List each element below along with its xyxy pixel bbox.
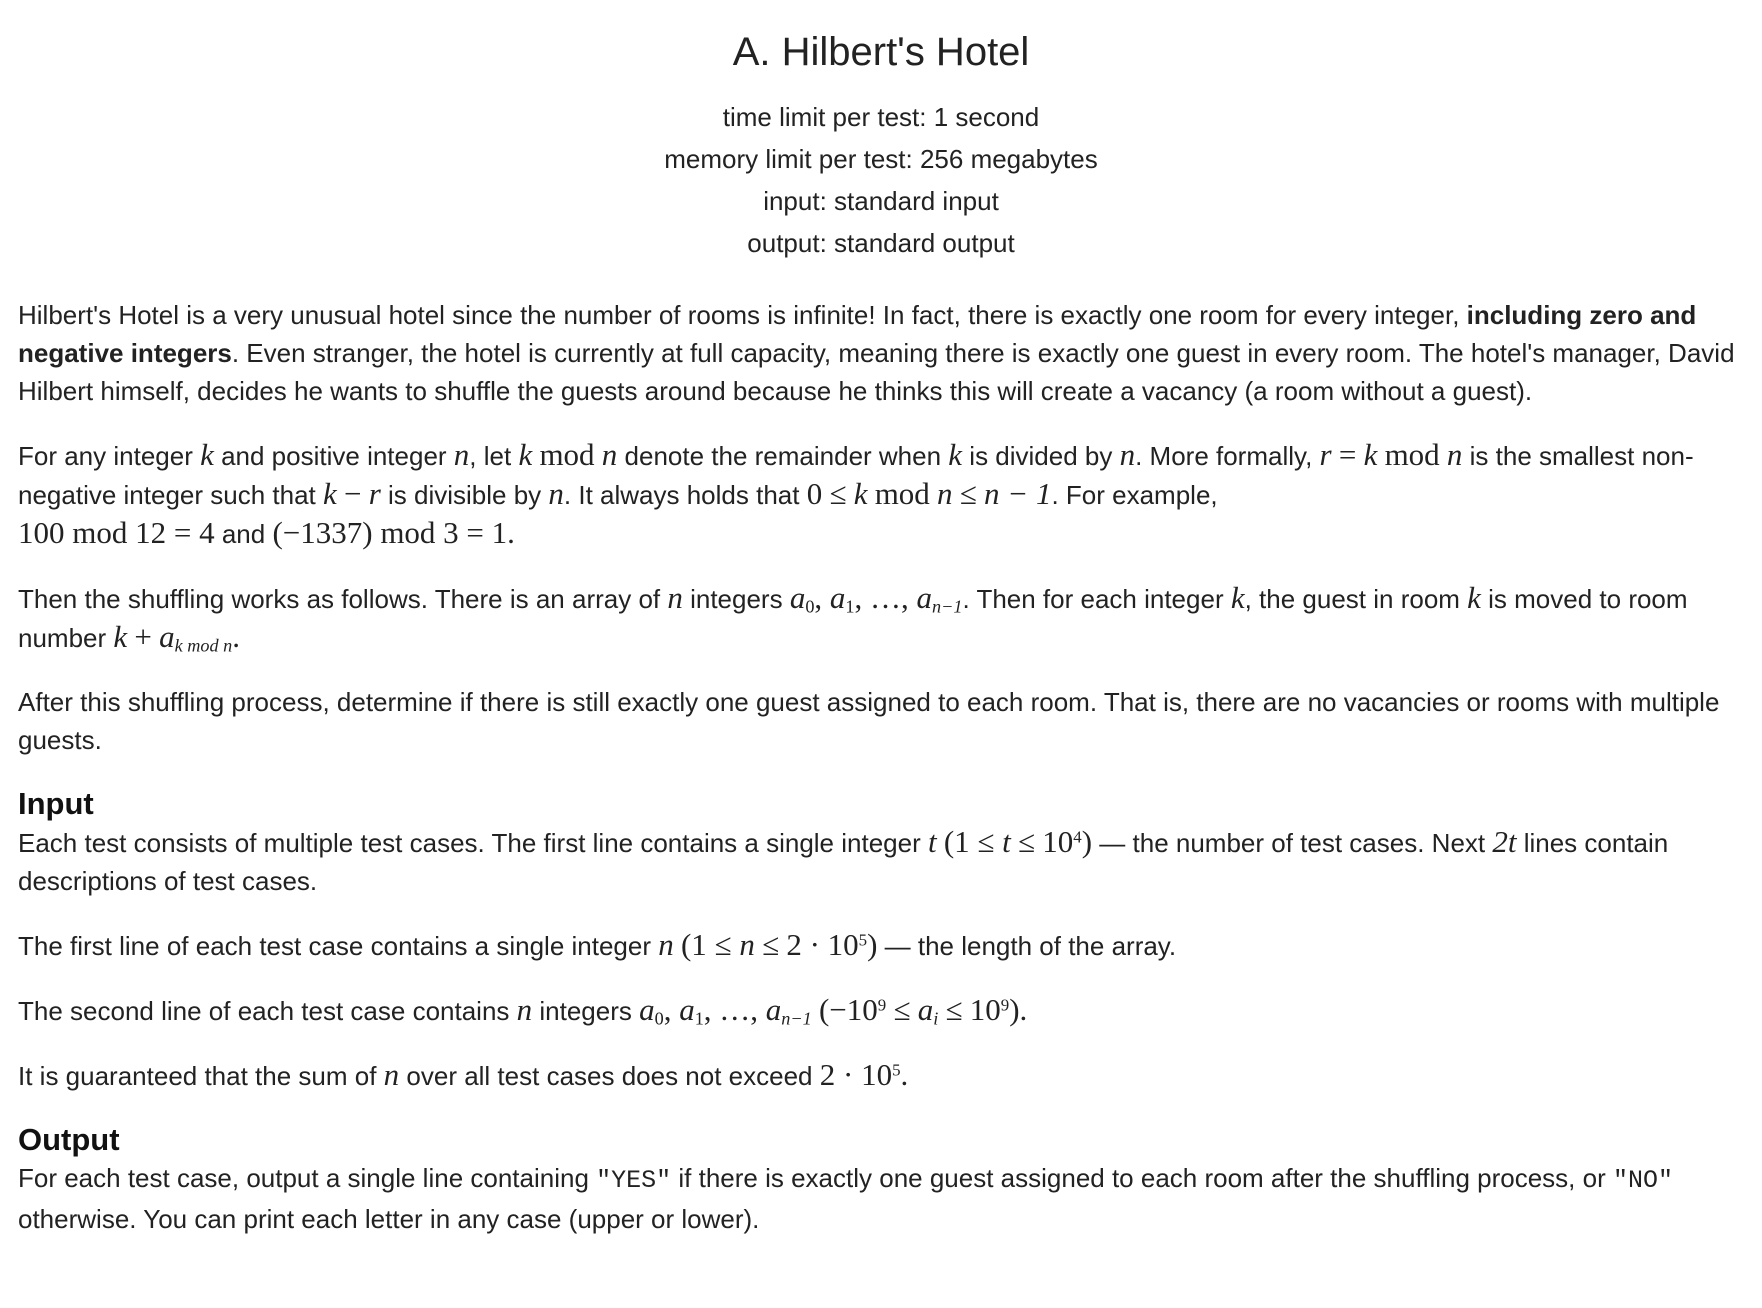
- legend-paragraph-2: For any integer k and positive integer n, let k mod n denote the remainder when k is divided by n. More formally, r = k mod n is the smallest non-negative integer such that k − r is divisible by n. It always holds that 0 ≤ k mod n ≤ n − 1. For example, 100 mod 12 = 4 and (−1337) mod 3 = 1.: [18, 436, 1744, 553]
- yes-literal: "YES": [596, 1166, 672, 1195]
- example-line: 100 mod 12 = 4 and (−1337) mod 3 = 1.: [18, 515, 515, 550]
- input-paragraph-2: The first line of each test case contains a single integer n $(1 \le n \le 2 \cdot 10^5)$ — the length of the array.: [18, 927, 1177, 962]
- legend-paragraph-3: Then the shuffling works as follows. There is an array of n integers $a_0$, $a_1$, …, $a_{n-1}$. Then for each integer k, the guest in room k is moved to room number $k + a_{k mod n}$.: [18, 580, 1688, 656]
- bold-emphasis: including zero and negative integers: [18, 300, 1697, 368]
- time-limit: time limit per test: 1 second: [722, 102, 1040, 132]
- input-paragraph-1: Each test consists of multiple test cases. The first line contains a single integer t $(1 \le t \le 10^4)$ — the number of test cases. Next 2t lines contain descriptions of test cases.: [18, 824, 1669, 896]
- memory-limit: memory limit per test: 256 megabytes: [664, 144, 1098, 174]
- problem-statement: [0, 296, 1762, 1238]
- input-paragraph-3: The second line of each test case contains n integers $a_0$, $a_1$, …, $a_{n-1}$ $(-10^9 \le a_i \le 10^9)$.: [18, 992, 1028, 1029]
- input-spec: input: standard input: [763, 186, 999, 216]
- output-spec: output: standard output: [747, 228, 1015, 258]
- output-heading: Output: [18, 1122, 120, 1157]
- legend-paragraph-1: Hilbert's Hotel is a very unusual hotel since the number of rooms is infinite! In fact, there is exactly one room for every integer, including zero and negative integers. Even stranger, the hotel is currently at full capacity, meaning there is exactly one guest in every room. The hotel's manager, David Hilbert himself, decides he wants to shuffle the guests around because he thinks this will create a vacancy (a room without a guest).: [18, 300, 1735, 406]
- problem-title: A. Hilbert's Hotel: [732, 30, 1030, 74]
- output-paragraph: For each test case, output a single line containing "YES" if there is exactly one guest assigned to each room after the shuffling process, or "NO" otherwise. You can print each letter in any case (upper or lower).: [18, 1163, 1673, 1234]
- legend-paragraph-4: After this shuffling process, determine if there is still exactly one guest assigned to each room. That is, there are no vacancies or rooms with multiple guests.: [18, 687, 1720, 755]
- input-heading: Input: [18, 786, 94, 821]
- no-literal: "NO": [1612, 1166, 1673, 1195]
- input-paragraph-4: It is guaranteed that the sum of n over all test cases does not exceed $2 \cdot 10^5$.: [18, 1057, 909, 1092]
- problem-header: [0, 0, 1762, 264]
